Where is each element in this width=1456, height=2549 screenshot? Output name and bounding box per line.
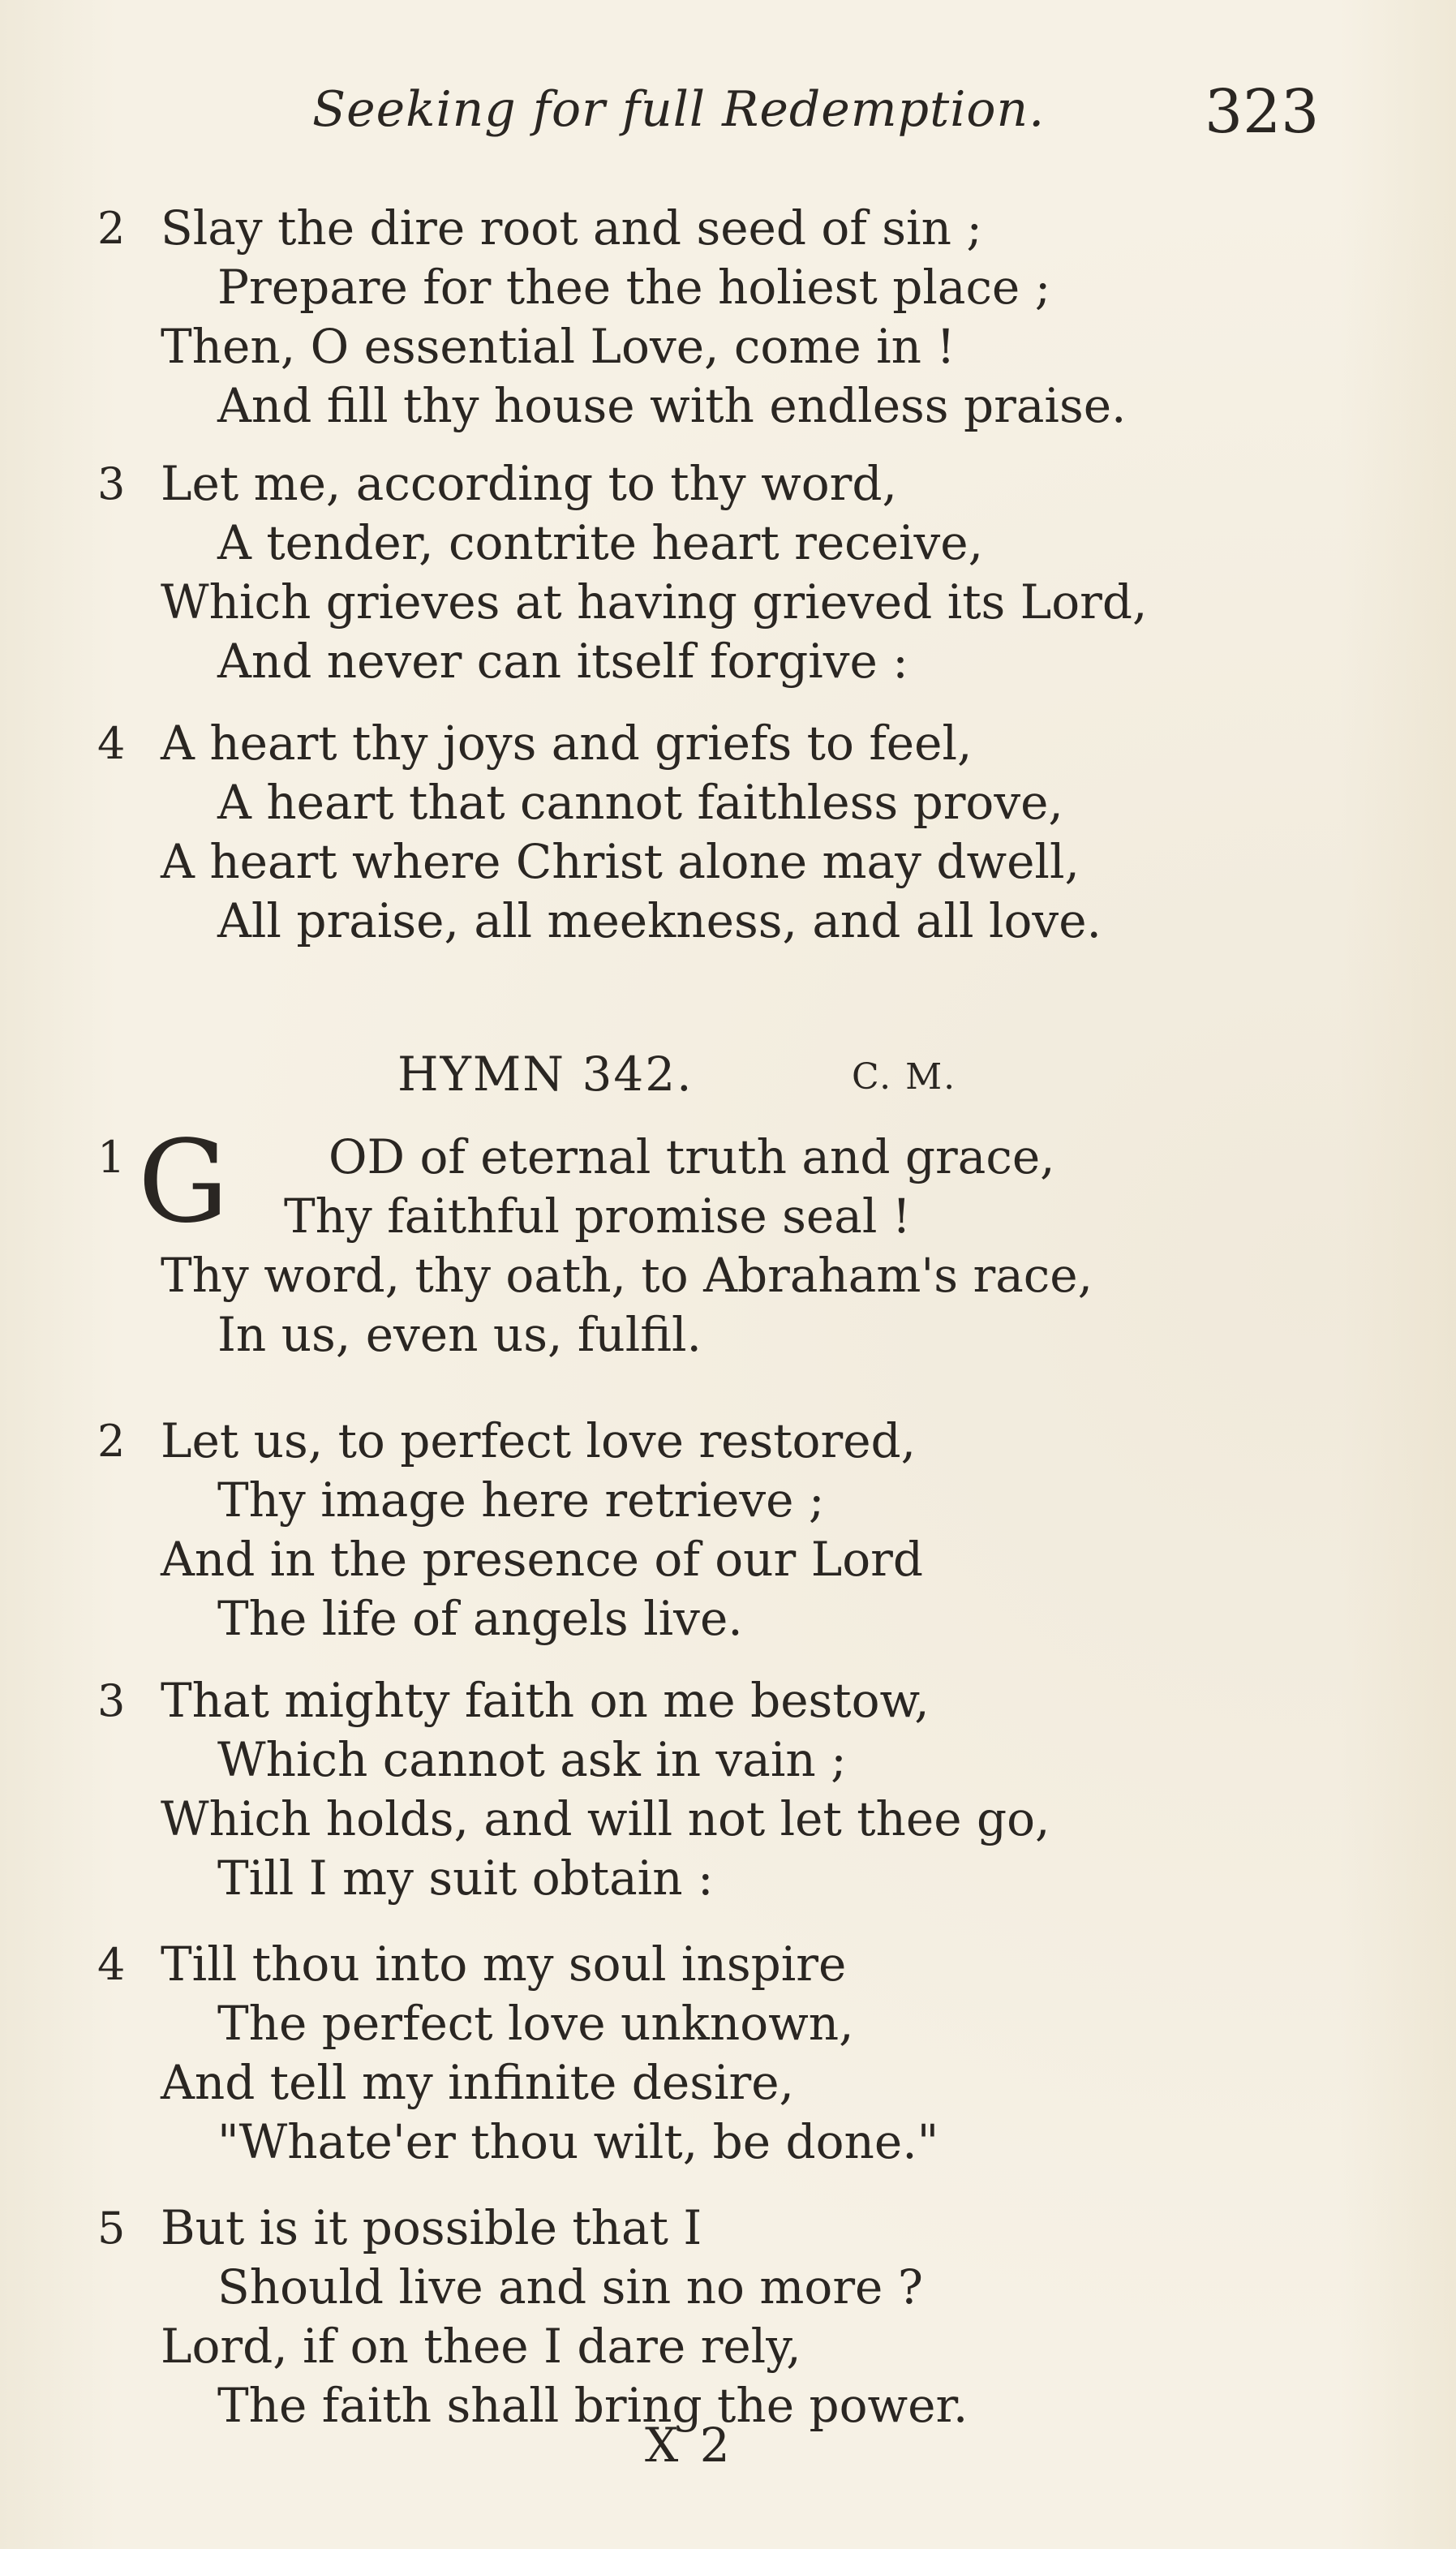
prev-stanza-3 <box>97 454 1233 691</box>
verse-text: That mighty faith on me bestow, <box>161 1673 930 1728</box>
verse-line <box>97 1589 1233 1648</box>
hymn-stanza-5 <box>97 2199 1233 2435</box>
verse-line <box>97 2053 1233 2113</box>
verse-text: Which grieves at having grieved its Lord, <box>161 574 1148 630</box>
verse-line <box>97 1128 1233 1187</box>
verse-text: In us, even us, fulfil. <box>217 1307 702 1362</box>
verse-text: A heart that cannot faithless prove, <box>217 775 1063 830</box>
verse-text: Should live and sin no more ? <box>217 2259 923 2315</box>
verse-text: A tender, contrite heart receive, <box>217 515 984 570</box>
verse-text: All praise, all meekness, and all love. <box>217 893 1102 948</box>
page-number: 323 <box>1205 77 1320 147</box>
verse-line <box>97 1412 1233 1471</box>
verse-line <box>97 832 1233 892</box>
stanza-number: 5 <box>97 2203 126 2254</box>
verse-line <box>97 2113 1233 2172</box>
verse-text: Which cannot ask in vain ; <box>217 1732 847 1787</box>
verse-line <box>97 199 1233 258</box>
verse-line <box>97 573 1233 632</box>
verse-text: Then, O essential Love, come in ! <box>161 319 956 374</box>
verse-text: And never can itself forgive : <box>217 634 908 689</box>
verse-line <box>97 632 1233 691</box>
hymn-stanza-3 <box>97 1671 1233 1908</box>
hymn-stanza-1 <box>97 1116 1233 1365</box>
hymn-stanza-2 <box>97 1412 1233 1648</box>
verse-text: "Whate'er thou wilt, be done." <box>217 2114 939 2169</box>
verse-line <box>97 1246 1233 1305</box>
verse-line <box>97 2258 1233 2317</box>
verse-text: The perfect love unknown, <box>217 1996 854 2051</box>
verse-text: Thy faithful promise seal ! <box>284 1189 912 1244</box>
verse-line <box>97 1849 1233 1908</box>
verse-text: Slay the dire root and seed of sin ; <box>161 200 982 256</box>
verse-line <box>97 514 1233 573</box>
verse-line <box>97 454 1233 514</box>
verse-text: A heart thy joys and griefs to feel, <box>161 716 973 771</box>
verse-line <box>97 1305 1233 1365</box>
verse-text: Which holds, and will not let thee go, <box>161 1791 1050 1846</box>
verse-text: The faith shall bring the power. <box>217 2378 969 2433</box>
stanza-number: 4 <box>97 718 126 769</box>
verse-text: The life of angels live. <box>217 1591 743 1646</box>
stanza-number: 3 <box>97 1675 126 1726</box>
running-head: Seeking for full Redemption. <box>312 81 1046 138</box>
verse-text: OD of eternal truth and grace, <box>329 1129 1055 1184</box>
verse-text: Till thou into my soul inspire <box>161 1936 847 1992</box>
signature-mark: X 2 <box>645 2418 733 2473</box>
verse-line <box>97 1935 1233 1994</box>
prev-stanza-4 <box>97 714 1233 951</box>
verse-line <box>97 714 1233 773</box>
verse-text: Till I my suit obtain : <box>217 1850 714 1906</box>
hymn-stanza-4 <box>97 1935 1233 2172</box>
verse-text: Thy word, thy oath, to Abraham's race, <box>161 1248 1093 1303</box>
verse-text: And fill thy house with endless praise. <box>217 378 1127 433</box>
verse-line <box>97 2317 1233 2376</box>
verse-text: And tell my infinite desire, <box>161 2055 794 2110</box>
verse-line <box>97 258 1233 317</box>
verse-text: And in the presence of our Lord <box>161 1532 923 1587</box>
verse-line <box>97 892 1233 951</box>
verse-line <box>97 1790 1233 1849</box>
hymn-meter: C. M. <box>852 1056 957 1098</box>
verse-line <box>97 1530 1233 1589</box>
verse-line <box>97 376 1233 436</box>
verse-line <box>97 1671 1233 1730</box>
verse-line <box>97 773 1233 832</box>
verse-line <box>97 1730 1233 1790</box>
verse-text: Lord, if on thee I dare rely, <box>161 2319 801 2374</box>
verse-line <box>97 317 1233 376</box>
verse-text: A heart where Christ alone may dwell, <box>161 834 1080 889</box>
stanza-number: 2 <box>97 203 126 254</box>
verse-text: But is it possible that I <box>161 2200 702 2255</box>
stanza-number: 4 <box>97 1939 126 1990</box>
stanza-number: 1 <box>97 1132 126 1183</box>
verse-line <box>97 1994 1233 2053</box>
verse-text: Let me, according to thy word, <box>161 456 897 511</box>
stanza-number: 3 <box>97 458 126 509</box>
verse-text: Thy image here retrieve ; <box>217 1472 825 1528</box>
prev-stanza-2 <box>97 199 1233 436</box>
stanza-number: 2 <box>97 1416 126 1467</box>
verse-text: Prepare for thee the holiest place ; <box>217 260 1051 315</box>
verse-line <box>97 2199 1233 2258</box>
hymn-title: HYMN 342. <box>397 1047 694 1102</box>
verse-line <box>97 1187 1233 1246</box>
verse-text: Let us, to perfect love restored, <box>161 1413 917 1468</box>
verse-line <box>97 1471 1233 1530</box>
drop-cap: G <box>138 1116 229 1249</box>
